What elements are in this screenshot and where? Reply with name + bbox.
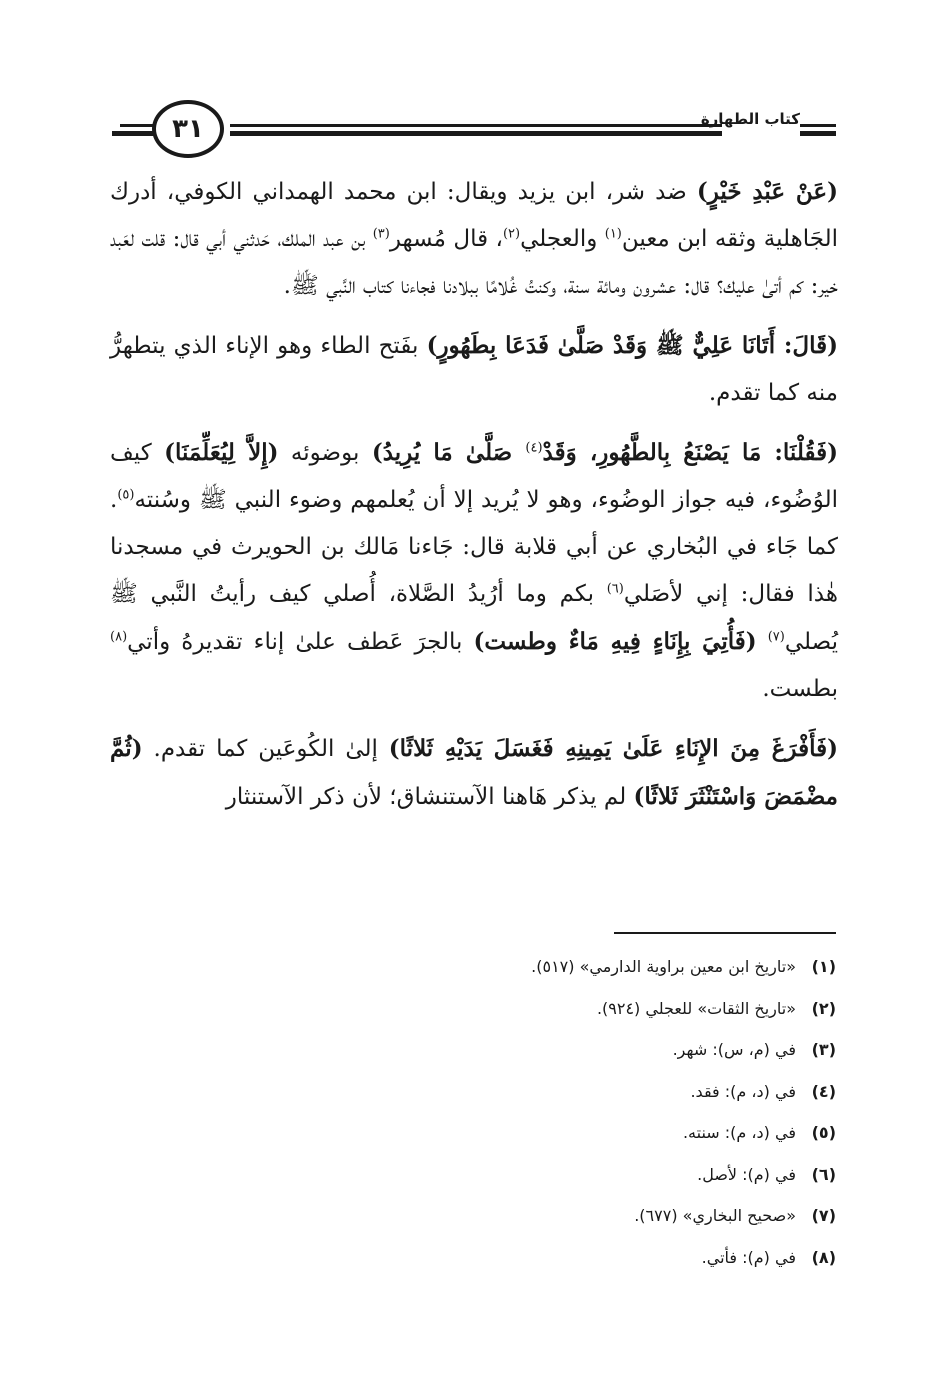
footnote-number: (٣) [811,1040,836,1059]
commentary: بالجرَ عَطف علىٰ إناء تقديرهُ وأتي [127,629,474,655]
matn-quote: (فَأَفْرَغَ مِنَ الإِنَاءِ عَلَىٰ يَمِينِهِ فَغَسَلَ يَدَيْهِ ثَلاثًا) [388,735,838,762]
footnote-ref[interactable]: (٤) [525,440,543,456]
matn-quote: (قَالَ: أَتَانَا عَلِيٌّ ﷺ وَقَدْ صَلَّىٰ فَدَعَا بِطَهُورٍ) [426,332,839,359]
footnote-ref[interactable]: (١) [604,226,622,242]
matn-quote: (ثُمَّ مضْمَضَ وَاسْتَنْثَرَ ثَلاثًا) [110,735,838,810]
footnote-item [110,1237,836,1279]
commentary: لم يذكر هَاهنا الآستنشاق؛ لأن ذكر الآستنثار [225,784,634,810]
footnotes-list [110,946,836,1278]
paragraph [110,168,838,310]
commentary: بوضوئه [278,440,372,466]
footnote-number: (١) [811,957,836,976]
footnote-item [110,988,836,1030]
footnote-separator [614,932,836,934]
footnote-text: «تاريخ الثقات» للعجلي (٩٢٤). [596,998,796,1018]
footnote-ref[interactable]: (٧) [767,629,785,645]
matn-quote: (فَقُلْنَا: مَا يَصْنَعُ بِالطَّهُورِ، وَقَدْ [542,439,838,466]
footnote-item [110,1154,836,1196]
commentary: ضد شر، ابن يزيد ويقال: ابن محمد الهمداني الكوفي، أدرك الجَاهلية وثقه ابن معين [110,179,839,252]
footnote-ref[interactable]: (٣) [372,226,390,242]
footnote-text: في (د، م): فقد. [690,1081,796,1101]
footnote-text: في (د، م): سنته. [682,1123,796,1142]
footnote-number: (٢) [811,998,836,1018]
commentary: بطست. [762,676,838,702]
footnote-item [110,1029,836,1071]
footnote-number: (٦) [811,1164,836,1184]
footnote-text: «تاريخ ابن معين براوية الدارمي» (٥١٧). [531,957,796,976]
commentary: إلىٰ الكُوعَين كما تقدم. [142,736,389,762]
footnote-item [110,1112,836,1154]
matn-quote: صَلَّىٰ مَا يُرِيدُ) [371,439,526,466]
footnote-item [110,946,836,988]
header-rule [120,124,154,127]
footnote-ref[interactable]: (٥) [117,487,135,503]
header-rule [800,131,836,136]
matn-quote: (إِلاَّ لِيُعَلِّمَنَا) [164,439,279,466]
header-rule [112,131,154,136]
footnote-ref[interactable]: (٢) [502,226,521,242]
footnote-item [110,1195,836,1237]
commentary: بن عبد الملك، حَدثني أبي قال: قلت لعَبد خير: كم أتىٰ عليك؟ قال: عشرون ومائة سنة، وكنتُ غُلامًا ببلادنا فجاءنا كتاب النَّبي ﷺ. [110,226,838,299]
matn-quote: (فَأُتِيَ بِإِنَاءٍ فِيهِ مَاءٌ وطست) [473,628,757,655]
matn-quote: (عَنْ عَبْدِ خَيْرٍ) [696,178,838,205]
footnote-ref[interactable]: (٨) [110,629,128,645]
page-number: ٣١ [152,100,224,158]
header-rule [230,124,722,127]
commentary: كيف الوُضُوء، فيه جواز الوضُوء، وهو لا يُريد إلا أن يُعلمهم وضوء النبي ﷺ وسُنته [110,440,838,513]
commentary: ، قال مُسهر [389,226,503,252]
footnote-number: (٨) [811,1247,836,1267]
running-head: كتاب الطهارة [700,110,800,128]
header-rule [230,131,722,136]
footnote-item [110,1071,836,1113]
footnote-number: (٥) [811,1123,836,1142]
footnote-number: (٧) [811,1206,836,1225]
paragraph [110,322,838,417]
header-rule [800,124,836,127]
footnote-ref[interactable]: (٦) [606,581,624,597]
commentary: بفَتح الطاء وهو الإناء الذي يتطهرُّ منه كما تقدم. [110,333,838,406]
footnote-number: (٤) [811,1081,836,1101]
commentary: . كما جَاء في البُخاري عن أبي قلابة قال: جَاءنا مَالك بن الحويرث في مسجدنا هٰذا فقال: إني لأصَلي [110,487,838,607]
paragraph [110,429,838,713]
commentary: والعجلي [520,226,605,252]
footnote-text: «صحيح البخاري» (٦٧٧). [634,1206,796,1225]
footnote-text: في (م): فأتي. [701,1247,796,1267]
footnote-text: في (م): لأصل. [697,1164,796,1184]
commentary: بكم وما أرُيدُ الصَّلاة، أُصلي كيف رأيتُ النَّبي ﷺ يُصلي [110,581,838,655]
page-header [112,96,836,166]
commentary [757,629,768,655]
footnote-text: في (م، س): شهر. [672,1040,796,1059]
main-text [110,168,838,821]
paragraph [110,725,838,821]
